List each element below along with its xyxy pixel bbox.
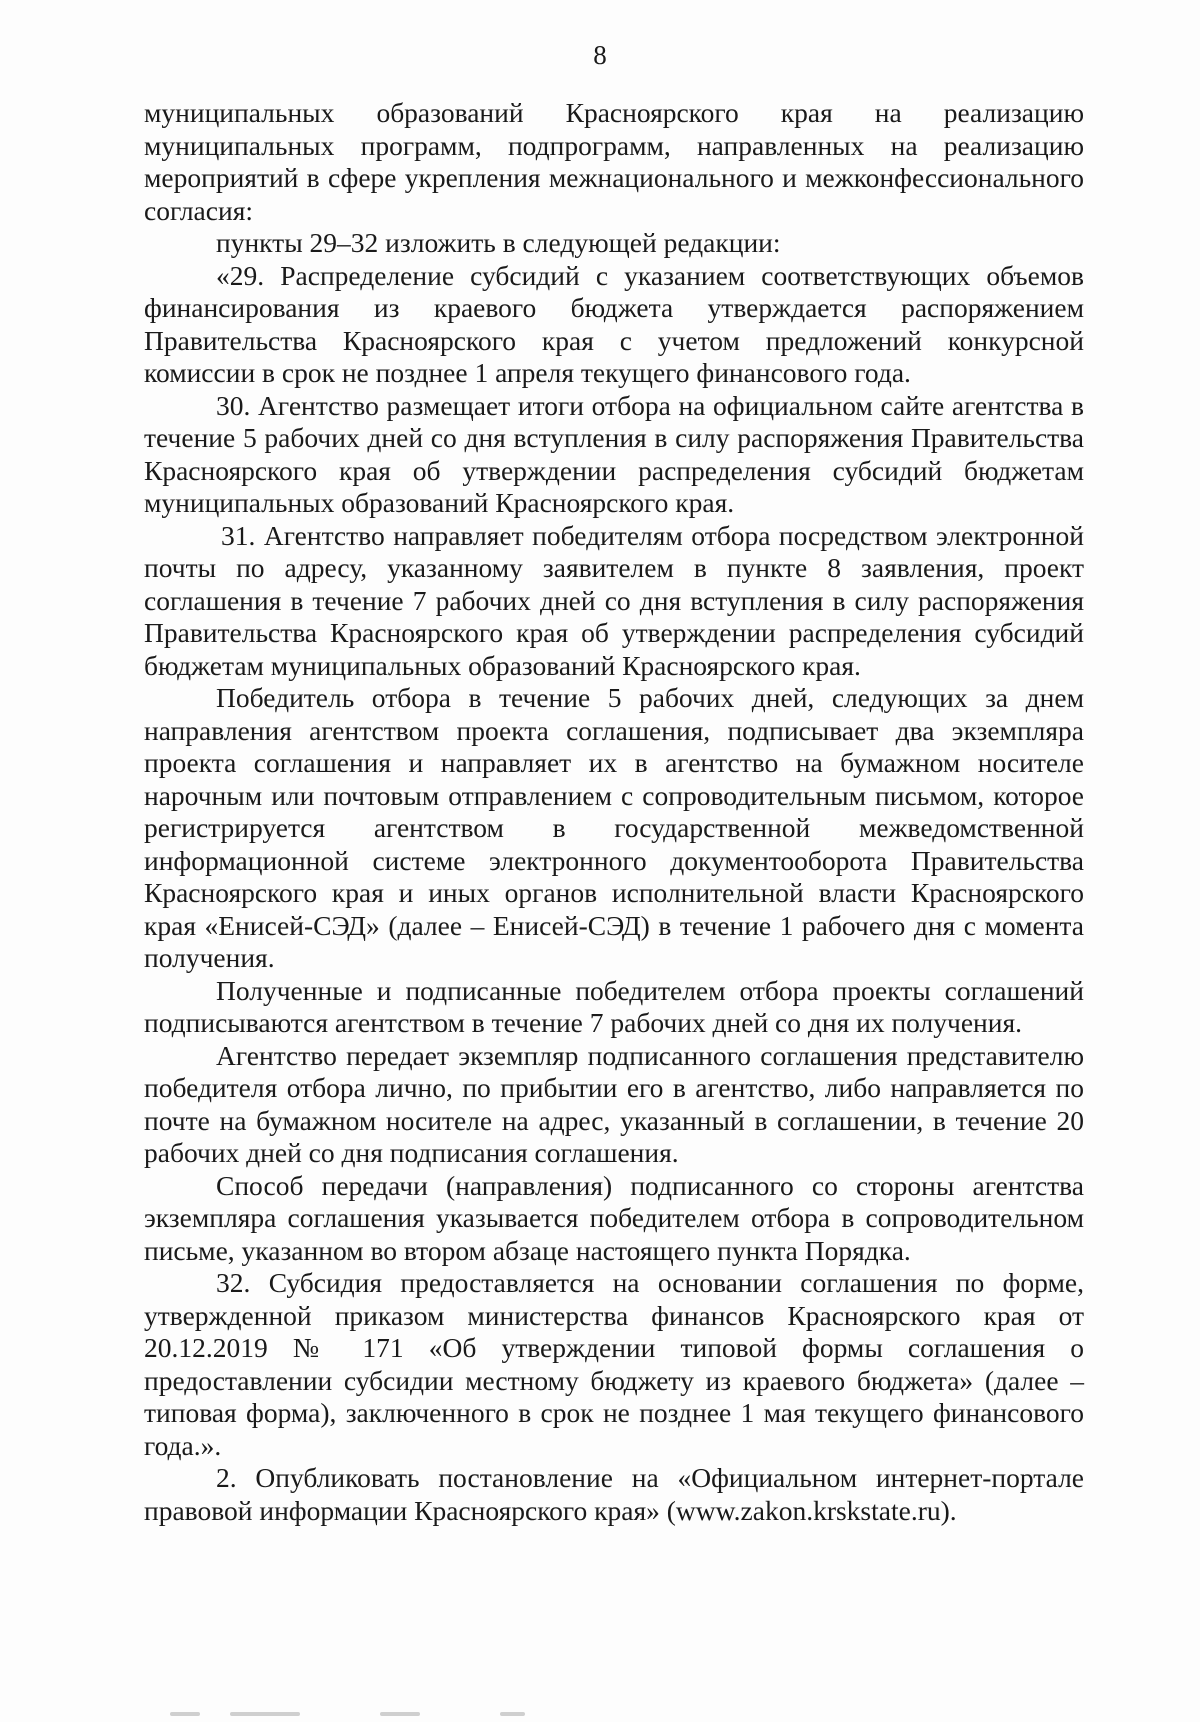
paragraph-copy-transfer: Агентство передает экземпляр подписанного соглашения представителю победителя отбора лично, по прибытии его в агентство, либо направляется по почте на бумажном носителе на адрес, указанный в соглашении, в течение 20 рабочих дней со дня подписания соглашения.: [144, 1039, 1084, 1168]
paragraph-agency-signing: Полученные и подписанные победителем отбора проекты соглашений подписываются агентством в течение 7 рабочих дней со дня их получения.: [144, 974, 1084, 1038]
scan-artifact: [170, 1712, 870, 1722]
page-number: 8: [593, 40, 607, 70]
paragraph-item-29: «29. Распределение субсидий с указанием соответствующих объемов финансирования из краевого бюджета утверждается распоряжением Правительства Красноярского края с учетом предложений конкурсной комиссии в срок не позднее 1 апреля текущего финансового года.: [144, 259, 1084, 388]
paragraph-publication: 2. Опубликовать постановление на «Официальном интернет-портале правовой информации Красноярского края» (www.zakon.krskstate.ru).: [144, 1462, 1084, 1526]
paragraph-amendment-instruction: пункты 29–32 изложить в следующей редакции:: [216, 227, 781, 258]
paragraph-item-31: 31. Агентство направляет победителям отбора посредством электронной почты по адресу, указанному заявителем в пункте 8 заявления, проект соглашения в течение 7 рабочих дней со дня вступления в силу распоряжения Правительства Красноярского края об утверждении распределения субсидий бюджетам муниципальных образований Красноярского края.: [144, 519, 1084, 681]
paragraph-transfer-method: Способ передачи (направления) подписанного со стороны агентства экземпляра соглашения указывается победителем отбора в сопроводительном письме, указанном во втором абзаце настоящего пункта Порядка.: [144, 1169, 1084, 1266]
paragraph-item-30: 30. Агентство размещает итоги отбора на официальном сайте агентства в течение 5 рабочих дней со дня вступления в силу распоряжения Правительства Красноярского края об утверждении распределения субсидий бюджетам муниципальных образований Красноярского края.: [144, 389, 1084, 518]
paragraph-intro-continuation: муниципальных образований Красноярского края на реализацию муниципальных программ, подпрограмм, направленных на реализацию мероприятий в сфере укрепления межнационального и межконфессионального согласия:: [144, 97, 1084, 226]
paragraph-winner-signing: Победитель отбора в течение 5 рабочих дней, следующих за днем направления агентством проекта соглашения, подписывает два экземпляра проекта соглашения и направляет их в агентство на бумажном носителе нарочным или почтовым отправлением с сопроводительным письмом, которое регистрируется агентством в государственной межведомственной информационной системе электронного документооборота Правительства Красноярского края и иных органов исполнительной власти Красноярского края «Енисей-СЭД» (далее – Енисей-СЭД) в течение 1 рабочего дня с момента получения.: [144, 682, 1084, 973]
document-body: [144, 97, 1084, 1527]
paragraph-item-32: 32. Субсидия предоставляется на основании соглашения по форме, утвержденной приказом министерства финансов Красноярского края от 20.12.2019 № 171 «Об утверждении типовой формы соглашения о предоставлении субсидии местному бюджету из краевого бюджета» (далее – типовая форма), заключенного в срок не позднее 1 мая текущего финансового года.».: [144, 1267, 1084, 1461]
